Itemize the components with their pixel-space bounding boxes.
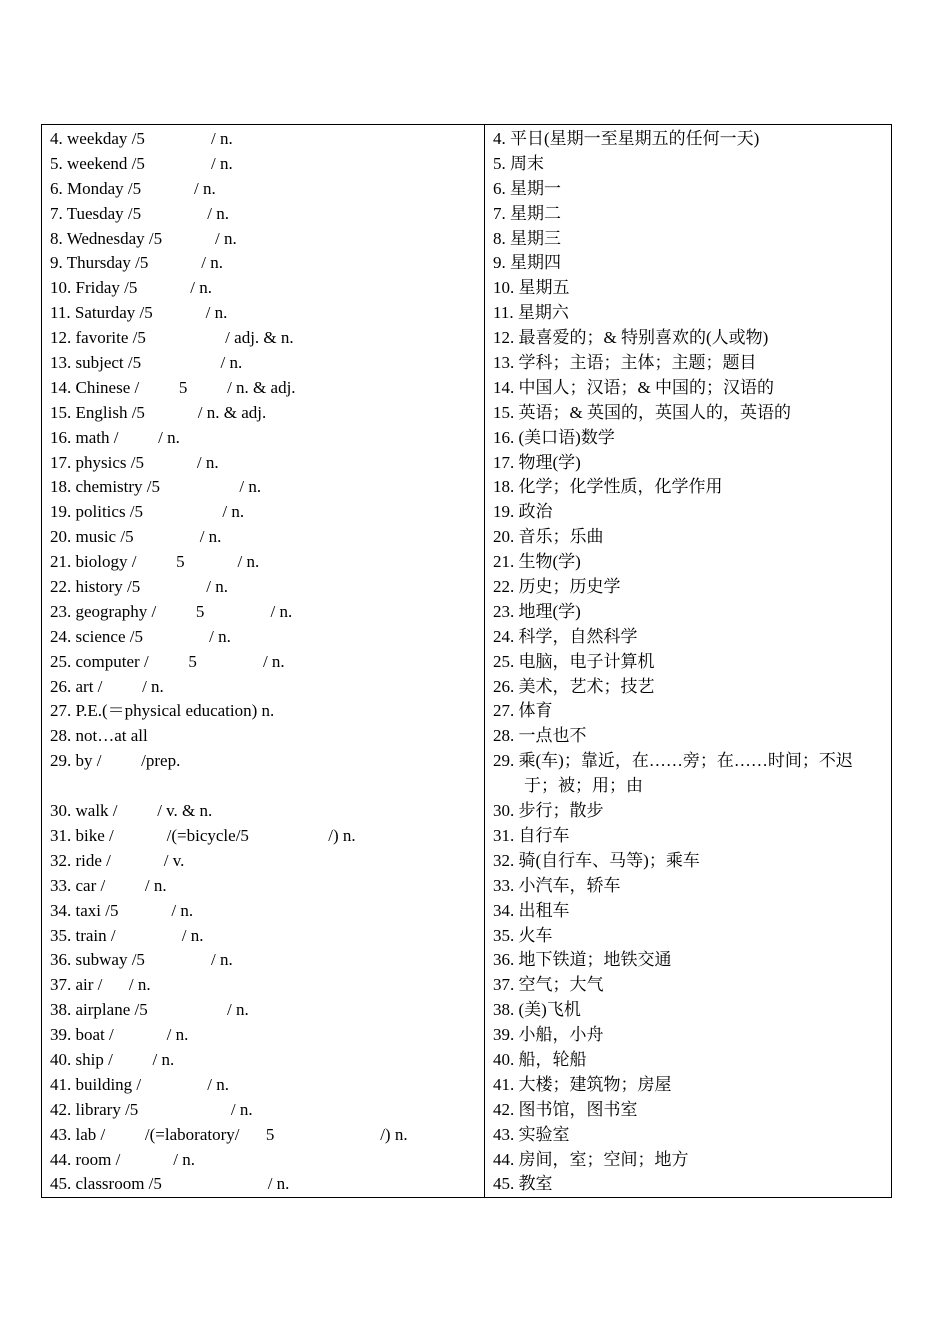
chinese-entry: 28. 一点也不 — [493, 726, 587, 746]
english-entry: 13. subject /5      / n. — [50, 353, 243, 373]
english-entry: 42. library /5       / n. — [50, 1099, 253, 1119]
chinese-entry: 20. 音乐；乐曲 — [493, 527, 604, 547]
english-entry: 4. weekday /5     / n. — [50, 129, 233, 148]
chinese-entry: 25. 电脑，电子计算机 — [493, 651, 655, 671]
english-entry: 44. room /    / n. — [50, 1149, 195, 1169]
english-entry: 24. science /5     / n. — [50, 626, 231, 646]
chinese-entry: 5. 周末 — [493, 153, 544, 173]
english-entry: 37. air /  / n. — [50, 975, 151, 995]
chinese-entry: 12. 最喜爱的；& 特别喜欢的(人或物) — [493, 328, 769, 348]
english-entry: 36. subway /5     / n. — [50, 950, 233, 970]
chinese-entry: 22. 历史；历史学 — [493, 577, 621, 597]
chinese-entry: 9. 星期四 — [493, 253, 561, 273]
english-entry: 8. Wednesday /5    / n. — [50, 228, 237, 248]
english-entry: 27. P.E.(＝physical education) n. — [50, 701, 275, 721]
chinese-entry: 40. 船，轮船 — [493, 1049, 587, 1069]
english-entry: 18. chemistry /5      / n. — [50, 477, 262, 497]
chinese-entry: 30. 步行；散步 — [493, 801, 604, 821]
chinese-entry: 11. 星期六 — [493, 303, 569, 323]
english-entry: 17. physics /5    / n. — [50, 452, 219, 472]
chinese-entry: 15. 英语；& 英国的，英国人的，英语的 — [493, 402, 791, 422]
english-column — [42, 125, 485, 1197]
chinese-entry: 37. 空气；大气 — [493, 975, 604, 995]
english-entry: 20. music /5     / n. — [50, 527, 222, 547]
english-entry: 22. history /5     / n. — [50, 577, 229, 597]
chinese-column — [485, 125, 891, 1197]
chinese-entry: 34. 出租车 — [493, 900, 570, 920]
chinese-entry: 14. 中国人；汉语；& 中国的；汉语的 — [493, 377, 774, 397]
english-entry: 28. not…at all — [50, 726, 148, 746]
english-entry: 33. car /   / n. — [50, 875, 167, 895]
chinese-entry: 8. 星期三 — [493, 228, 561, 248]
chinese-entry: 31. 自行车 — [493, 825, 570, 845]
vocabulary-table — [41, 124, 892, 1198]
english-entry: 12. favorite /5      / adj. & n. — [50, 328, 294, 348]
english-entry: 7. Tuesday /5     / n. — [50, 203, 229, 223]
english-entry: 34. taxi /5    / n. — [50, 900, 194, 920]
english-entry: 19. politics /5      / n. — [50, 502, 245, 522]
chinese-entry: 16. (美口语)数学 — [493, 427, 615, 447]
chinese-entry: 32. 骑(自行车、马等)；乘车 — [493, 850, 700, 870]
chinese-entry: 42. 图书馆，图书室 — [493, 1099, 638, 1119]
english-entry: 9. Thursday /5    / n. — [50, 253, 223, 273]
english-entry: 30. walk /   / v. & n. — [50, 801, 213, 821]
chinese-entry: 7. 星期二 — [493, 203, 561, 223]
chinese-entry: 24. 科学，自然科学 — [493, 626, 638, 646]
chinese-entry: 44. 房间，室；空间；地方 — [493, 1149, 689, 1169]
english-entry: 38. airplane /5      / n. — [50, 1000, 249, 1020]
chinese-entry: 6. 星期一 — [493, 178, 561, 198]
chinese-entry: 41. 大楼；建筑物；房屋 — [493, 1074, 672, 1094]
english-entry: 26. art /   / n. — [50, 676, 164, 696]
chinese-entry: 29. 乘(车)；靠近，在……旁；在……时间；不迟于；被；用；由 — [493, 751, 853, 796]
chinese-entry: 21. 生物(学) — [493, 552, 581, 572]
english-entry: 5. weekend /5     / n. — [50, 153, 233, 173]
english-entry: 45. classroom /5        / n. — [50, 1174, 290, 1194]
english-entry: 23. geography /   5     / n. — [50, 601, 293, 621]
chinese-entry: 18. 化学；化学性质，化学作用 — [493, 477, 723, 497]
english-entry: 10. Friday /5    / n. — [50, 278, 212, 298]
chinese-entry: 27. 体育 — [493, 701, 553, 721]
english-entry: 39. boat /    / n. — [50, 1025, 189, 1045]
chinese-entry: 43. 实验室 — [493, 1124, 570, 1144]
english-entry: 16. math /   / n. — [50, 427, 180, 447]
english-entry: 15. English /5    / n. & adj. — [50, 402, 267, 422]
english-entry: 32. ride /    / v. — [50, 850, 185, 870]
chinese-entry: 39. 小船，小舟 — [493, 1025, 604, 1045]
english-entry: 31. bike /    /(=bicycle/5      /) n. — [50, 825, 356, 845]
chinese-entry: 10. 星期五 — [493, 278, 570, 298]
english-entry: 40. ship /   / n. — [50, 1049, 175, 1069]
chinese-entry: 36. 地下铁道；地铁交通 — [493, 950, 672, 970]
english-entry: 14. Chinese /   5   / n. & adj. — [50, 377, 296, 397]
chinese-entry: 4. 平日(星期一至星期五的任何一天) — [493, 129, 760, 148]
chinese-entry: 17. 物理(学) — [493, 452, 581, 472]
english-entry: 25. computer /   5     / n. — [50, 651, 285, 671]
chinese-entry: 26. 美术，艺术；技艺 — [493, 676, 655, 696]
english-entry: 6. Monday /5    / n. — [50, 178, 216, 198]
english-entry: 21. biology /   5    / n. — [50, 552, 260, 572]
chinese-entry: 35. 火车 — [493, 925, 553, 945]
english-entry: 11. Saturday /5    / n. — [50, 303, 228, 323]
chinese-entry: 38. (美)飞机 — [493, 1000, 581, 1020]
english-entry: 41. building /     / n. — [50, 1074, 229, 1094]
english-entry: 35. train /     / n. — [50, 925, 204, 945]
chinese-entry: 13. 学科；主语；主体；主题；题目 — [493, 353, 757, 373]
english-entry: 29. by /   /prep. — [50, 751, 181, 771]
chinese-entry: 45. 教室 — [493, 1174, 553, 1194]
chinese-entry: 19. 政治 — [493, 502, 553, 522]
chinese-entry: 33. 小汽车，轿车 — [493, 875, 621, 895]
english-entry: 43. lab /   /(=laboratory/  5        /) n. — [50, 1124, 408, 1144]
chinese-entry: 23. 地理(学) — [493, 601, 581, 621]
